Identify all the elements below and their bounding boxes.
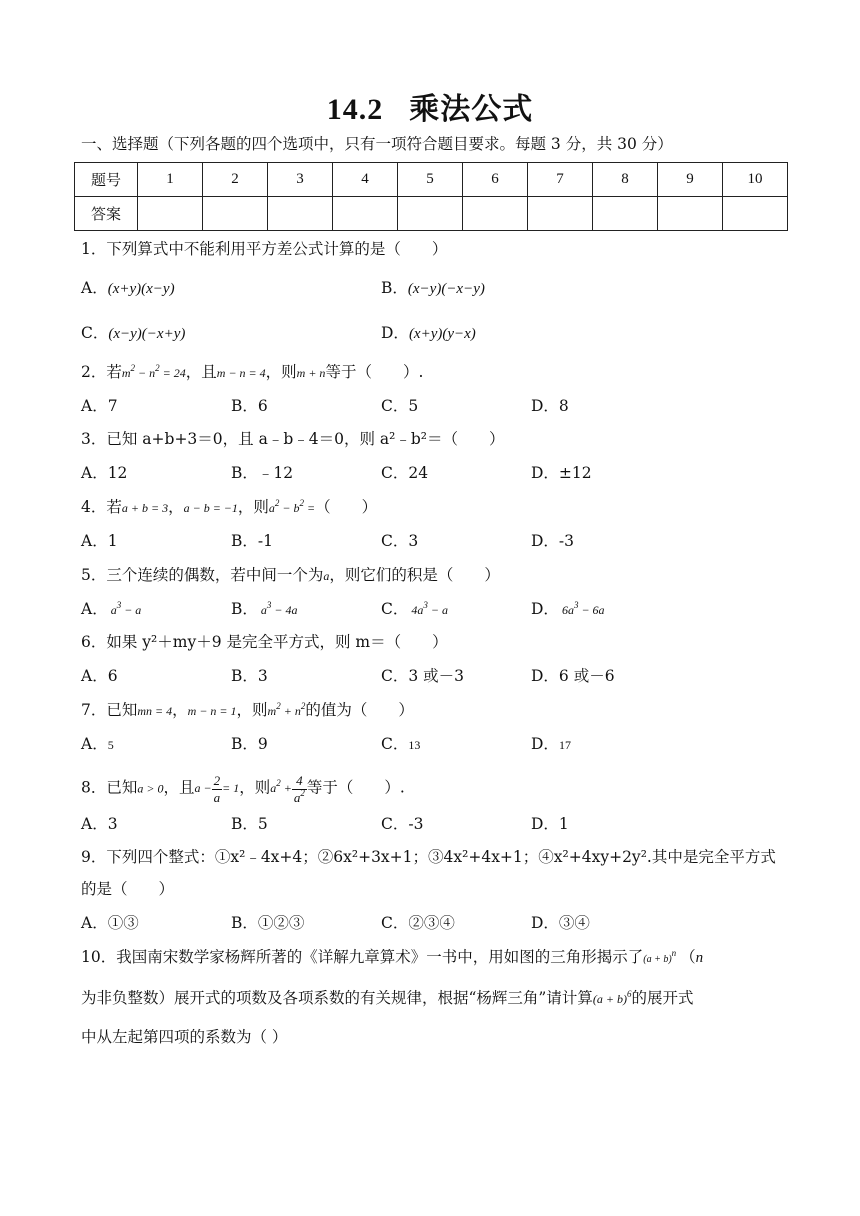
q1-option-d[interactable]: D．(x+y)(y−x) [381,324,476,342]
q5-option-a[interactable]: A． $a^3 - a$ [81,600,142,618]
question-number-cell: 1 [138,163,203,197]
q6-option-d[interactable]: D．6 或－6 [531,667,615,685]
q1-option-b-expr: (x−y)(−x−y) [407,281,485,297]
q2-option-d[interactable]: D．8 [531,397,569,415]
answer-cell[interactable] [723,197,788,231]
q7-option-c[interactable]: C．13 [381,735,421,753]
answer-cell[interactable] [203,197,268,231]
question-number-cell: 2 [203,163,268,197]
q8-option-b[interactable]: B．5 [231,815,268,833]
question-number-cell: 3 [268,163,333,197]
question-number-cell: 10 [723,163,788,197]
question-4-stem: 4．若a + b = 3，a − b = −1，则$a^2 - b^2$ =（ ） [81,498,378,516]
q2-option-a[interactable]: A．7 [81,397,118,415]
q10-math-2: $(a + b)^6$ [592,989,632,1006]
answer-cell[interactable] [138,197,203,231]
answer-cell[interactable] [463,197,528,231]
q9-option-b[interactable]: B．①②③ [231,914,305,932]
q3-option-a[interactable]: A．12 [81,464,128,482]
answer-table-answer-row [75,197,788,231]
question-number-cell: 9 [658,163,723,197]
answer-cell[interactable] [333,197,398,231]
question-9-stem-line1: 9．下列四个整式：①x²﹣4x+4；②6x²+3x+1；③4x²+4x+1；④x²+4xy+2y².其中是完全平方式 [81,848,776,866]
q8-math-2: a − $\frac{2}{a}$ = 1 [194,773,240,805]
q8-math-1: a > 0 [137,781,164,796]
q4-math-2: a − b = −1 [183,501,238,515]
q10-math-1: $(a + b)^n$ [643,948,677,965]
q1-option-d-expr: (x+y)(y−x) [408,326,476,342]
q7-option-b[interactable]: B．9 [231,735,268,753]
q1-option-c-expr: (x−y)(−x+y) [108,326,186,342]
q1-option-a-expr: (x+y)(x−y) [107,281,175,297]
answer-cell[interactable] [398,197,463,231]
q3-option-c[interactable]: C．24 [381,464,429,482]
title-text: 乘法公式 [409,92,534,127]
q5-option-b[interactable]: B． $a^3 - 4a$ [231,600,298,618]
q7-math-3: $m^2 + n^2$ [267,701,306,718]
q1-option-a[interactable]: A．(x+y)(x−y) [81,279,175,297]
q9-option-c[interactable]: C．②③④ [381,914,455,932]
question-10-stem-line1: 10．我国南宋数学家杨辉所著的《详解九章算术》一书中，用如图的三角形揭示了$(a + b)^n$ （n [81,948,704,966]
question-number-cell: 7 [528,163,593,197]
q7-option-a[interactable]: A．5 [81,735,114,753]
question-10-stem-line2: 为非负整数）展开式的项数及各项系数的有关规律，根据“杨辉三角”请计算$(a + b)^6$的展开式 [81,989,694,1007]
q6-option-b[interactable]: B．3 [231,667,268,685]
q9-option-d[interactable]: D．③④ [531,914,590,932]
question-2-stem: 2．若$m^2 - n^2 = 24$，且m − n = 4，则m + n等于（ ）. [81,363,424,381]
answer-cell[interactable] [658,197,723,231]
q7-math-2: m − n = 1 [187,704,237,718]
q7-option-d[interactable]: D．17 [531,735,571,753]
answer-cell[interactable] [268,197,333,231]
q8-option-a[interactable]: A．3 [81,815,118,833]
q2-option-b[interactable]: B．6 [231,397,268,415]
question-number-cell: 5 [398,163,463,197]
q8-math-3: $a^2$ + $\frac{4}{a^2}$ [270,773,305,805]
q9-option-a[interactable]: A．①③ [81,914,139,932]
q4-option-c[interactable]: C．3 [381,532,419,550]
question-number-cell: 4 [333,163,398,197]
q8-option-c[interactable]: C．-3 [381,815,424,833]
q5-option-c[interactable]: C． $4a^3 - a$ [381,600,448,618]
page-title [0,84,860,128]
question-7-stem: 7．已知mn = 4，m − n = 1，则$m^2 + n^2$的值为（ ） [81,701,414,719]
q2-math-3: m + n [296,366,326,380]
question-1-stem: 1．下列算式中不能利用平方差公式计算的是（ ） [81,240,448,258]
q4-math-3: $a^2 - b^2$ = [268,498,316,515]
answer-table [74,162,788,231]
question-3-stem: 3．已知 a+b+3＝0，且 a﹣b﹣4＝0，则 a²﹣b²＝（ ） [81,430,505,448]
row-label-number: 题号 [75,163,138,197]
question-8-stem: 8．已知a > 0，且a − $\frac{2}{a}$ = 1，则$a^2$ + $\frac{4}{a^2}$ 等于（ ）. [81,773,405,805]
section-header: 一、选择题（下列各题的四个选项中，只有一项符合题目要求。每题 3 分，共 30 分） [81,135,673,153]
row-label-answer: 答案 [75,197,138,231]
question-5-stem: 5．三个连续的偶数，若中间一个为a，则它们的积是（ ） [81,566,500,584]
q3-option-d[interactable]: D．±12 [531,464,592,482]
answer-table-header-row [75,163,788,197]
q8-option-d[interactable]: D．1 [531,815,569,833]
q6-option-c[interactable]: C．3 或－3 [381,667,465,685]
question-9-stem-line2: 的是（ ） [81,880,175,898]
question-6-stem: 6．如果 y²＋my＋9 是完全平方式，则 m＝（ ） [81,633,448,651]
question-number-cell: 8 [593,163,658,197]
q2-math-2: m − n = 4 [216,366,266,380]
q2-math-1: $m^2 - n^2 = 24$ [121,363,186,380]
q5-math-1: a [323,569,330,583]
question-number-cell: 6 [463,163,528,197]
section-number: 14.2 [326,93,384,126]
q5-option-d[interactable]: D． $6a^3 - 6a$ [531,600,605,618]
q4-option-d[interactable]: D．-3 [531,532,575,550]
q1-option-b[interactable]: B．(x−y)(−x−y) [381,279,485,297]
q2-option-c[interactable]: C．5 [381,397,419,415]
q4-option-b[interactable]: B．-1 [231,532,273,550]
q4-option-a[interactable]: A．1 [81,532,118,550]
q4-math-1: a + b = 3 [121,501,169,515]
q1-option-c[interactable]: C．(x−y)(−x+y) [81,324,186,342]
q7-math-1: mn = 4 [137,704,173,718]
question-10-stem-line3: 中从左起第四项的系数为（ ） [81,1028,288,1046]
answer-cell[interactable] [528,197,593,231]
q3-option-b[interactable]: B．﹣12 [231,464,294,482]
answer-cell[interactable] [593,197,658,231]
q6-option-a[interactable]: A．6 [81,667,118,685]
